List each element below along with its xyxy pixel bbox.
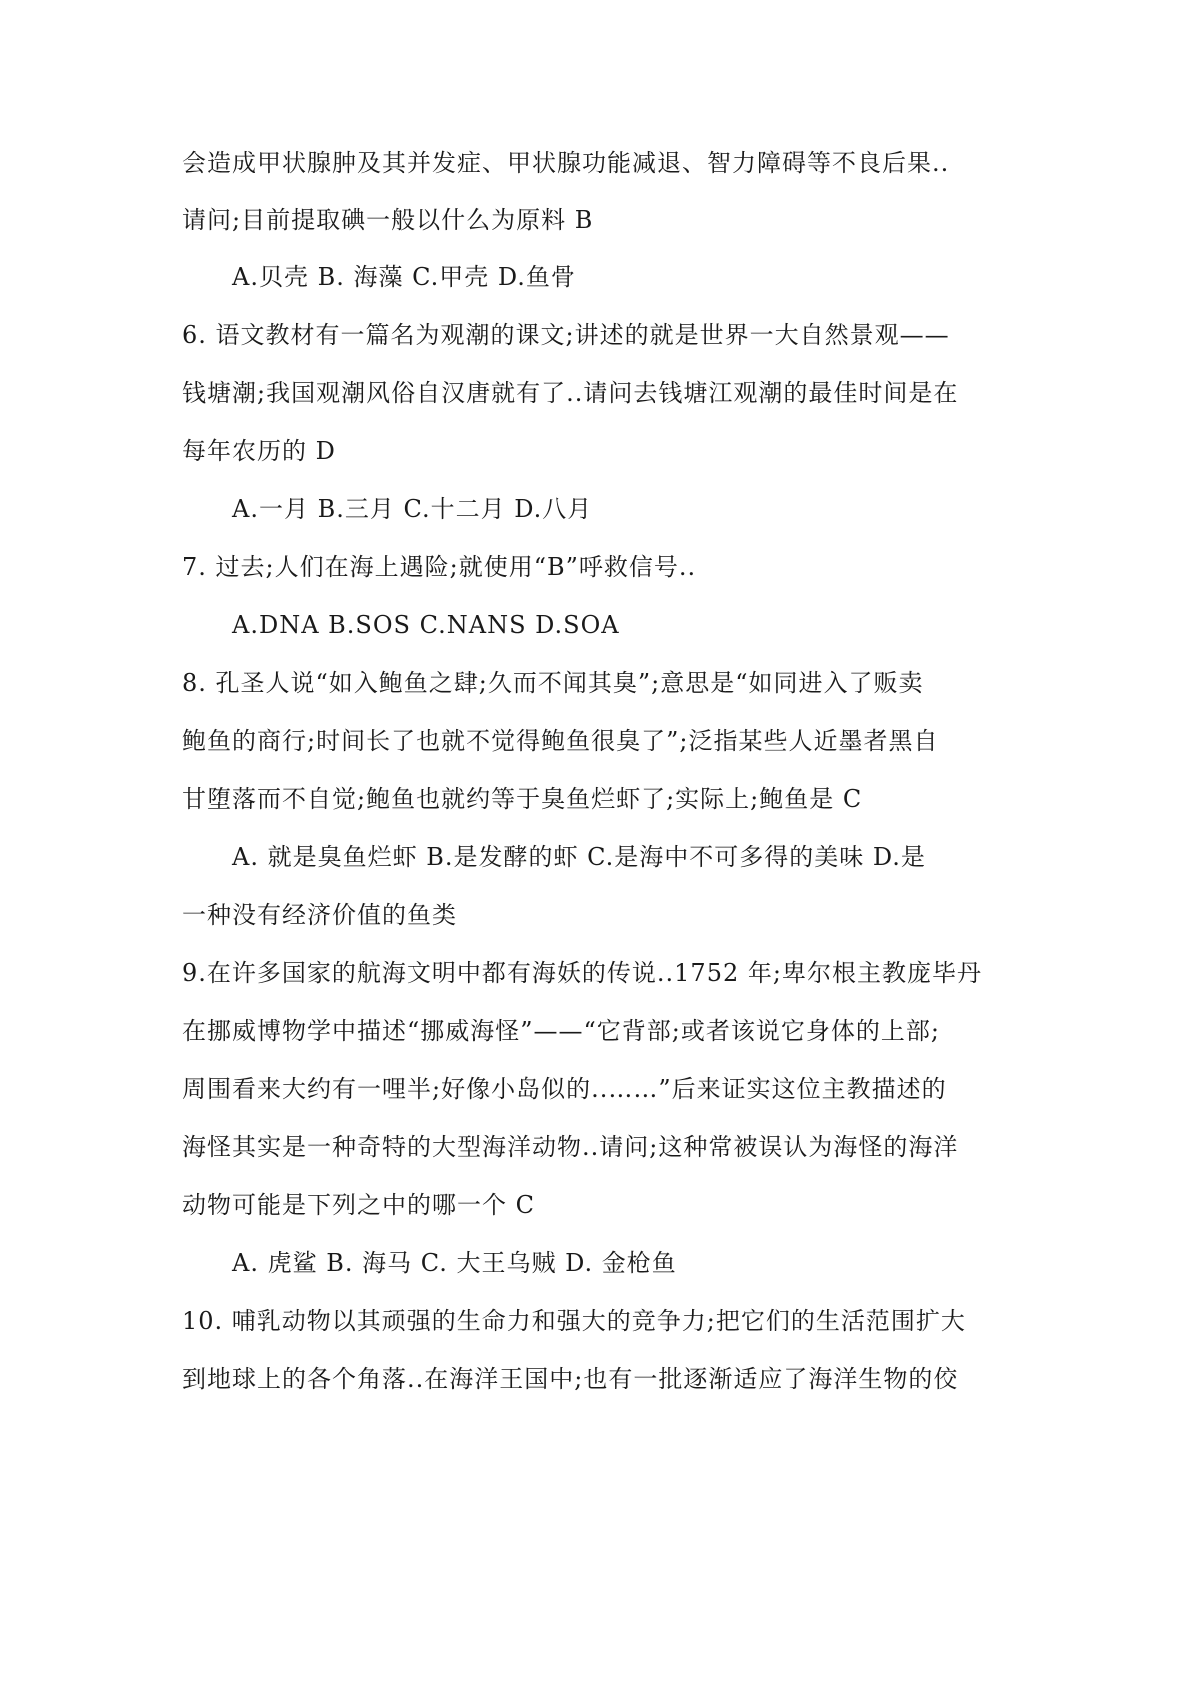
question-6-line-2: 钱塘潮;我国观潮风俗自汉唐就有了..请问去钱塘江观潮的最佳时间是在 [182,379,959,407]
question-8-line-2: 鲍鱼的商行;时间长了也就不觉得鲍鱼很臭了”;泛指某些人近墨者黑自 [182,727,939,755]
question-9-line-3: 周围看来大约有一哩半;好像小岛似的..……”后来证实这位主教描述的 [182,1075,947,1103]
question-5-prompt: 请问;目前提取碘一般以什么为原料 B [182,206,594,234]
question-6-line-3: 每年农历的 D [182,437,336,465]
question-5-options: A.贝壳 B. 海藻 C.甲壳 D.鱼骨 [232,263,576,291]
text-line: 会造成甲状腺肿及其并发症、甲状腺功能减退、智力障碍等不良后果.. [182,149,950,177]
question-10-line-2: 到地球上的各个角落..在海洋王国中;也有一批逐渐适应了海洋生物的佼 [182,1365,959,1393]
question-6-options: A.一月 B.三月 C.十二月 D.八月 [232,495,593,523]
question-9-line-5: 动物可能是下列之中的哪一个 C [182,1191,535,1219]
question-8-line-1: 8. 孔圣人说“如入鲍鱼之肆;久而不闻其臭”;意思是“如同进入了贩卖 [182,669,924,697]
question-7-options: A.DNA B.SOS C.NANS D.SOA [232,611,620,639]
question-8-line-3: 甘堕落而不自觉;鲍鱼也就约等于臭鱼烂虾了;实际上;鲍鱼是 C [182,785,863,813]
question-9-line-2: 在挪威博物学中描述“挪威海怪”——“它背部;或者该说它身体的上部; [182,1017,940,1045]
question-10-line-1: 10. 哺乳动物以其顽强的生命力和强大的竞争力;把它们的生活范围扩大 [182,1307,966,1335]
question-6-line-1: 6. 语文教材有一篇名为观潮的课文;讲述的就是世界一大自然景观—— [182,321,950,349]
question-9-line-4: 海怪其实是一种奇特的大型海洋动物..请问;这种常被误认为海怪的海洋 [182,1133,959,1161]
question-9-options: A. 虎鲨 B. 海马 C. 大王乌贼 D. 金枪鱼 [232,1249,677,1277]
question-8-options-cont: 一种没有经济价值的鱼类 [182,901,457,929]
question-8-options: A. 就是臭鱼烂虾 B.是发酵的虾 C.是海中不可多得的美味 D.是 [232,843,926,871]
question-7-prompt: 7. 过去;人们在海上遇险;就使用“B”呼救信号.. [182,553,697,581]
question-9-line-1: 9.在许多国家的航海文明中都有海妖的传说..1752 年;卑尔根主教庞毕丹 [182,959,982,987]
